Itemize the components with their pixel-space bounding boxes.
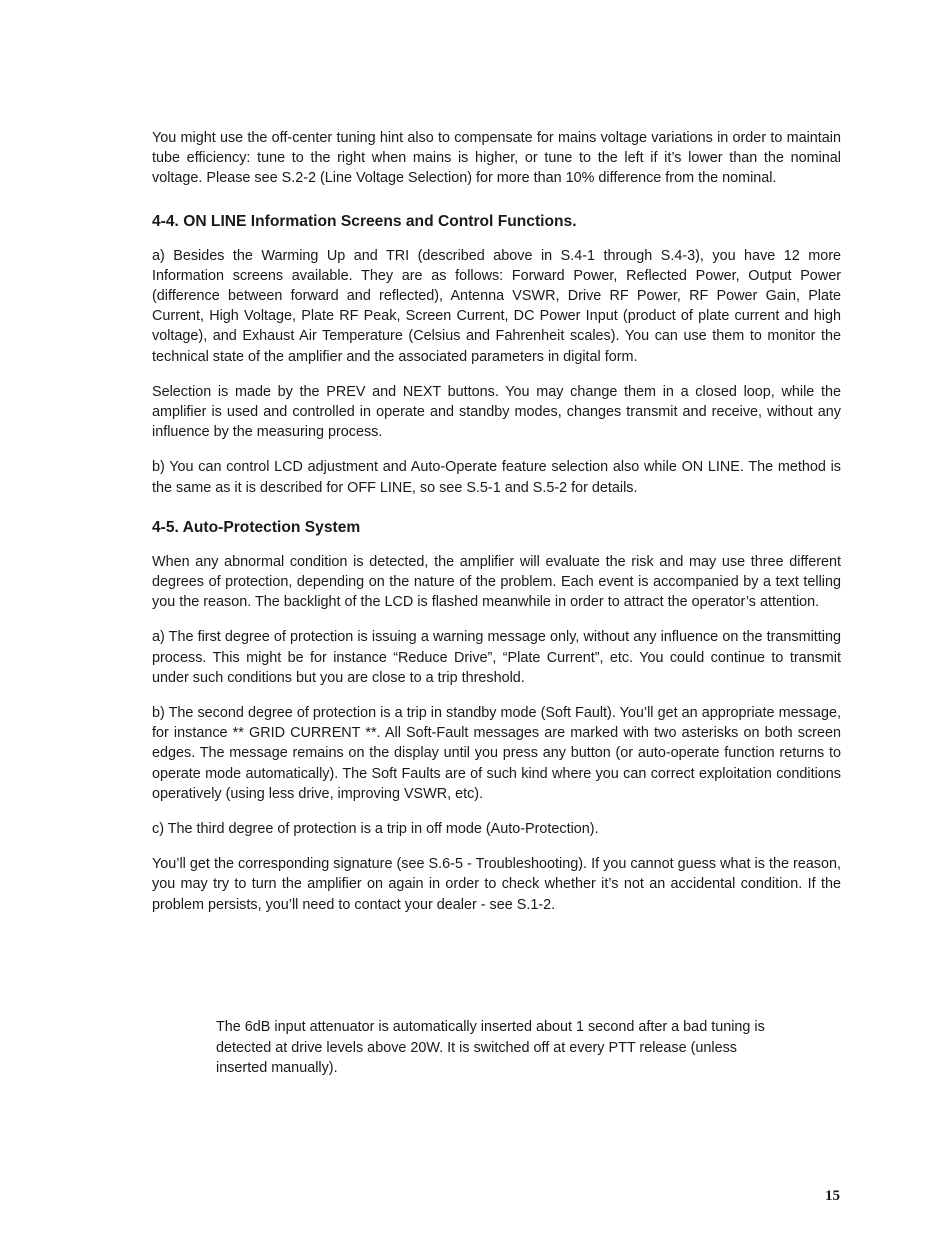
main-content bbox=[152, 128, 841, 915]
section-heading-4-4: 4-4. ON LINE Information Screens and Control Functions. bbox=[152, 212, 577, 230]
paragraph-4-5-a: a) The first degree of protection is issuing a warning message only, without any influence on the transmitting process. This might be for instance “Reduce Drive”, “Plate Current”, etc. You could continue to transmit under such conditions but you are close to a trip threshold. bbox=[152, 629, 841, 686]
paragraph-4-5-signature: You’ll get the corresponding signature (see S.6-5 - Troubleshooting). If you cannot guess what is the reason, you may try to turn the amplifier on again in order to check whether it’s not an accidental condition. If the problem persists, you’ll need to contact your dealer - see S.1-2. bbox=[152, 856, 841, 913]
paragraph-4-4-b: b) You can control LCD adjustment and Auto-Operate feature selection also while ON LINE. The method is the same as it is described for OFF LINE, so see S.5-1 and S.5-2 for details. bbox=[152, 459, 841, 496]
page-number: 15 bbox=[825, 1188, 840, 1204]
paragraph-4-5-intro: When any abnormal condition is detected, the amplifier will evaluate the risk and may use three different degrees of protection, depending on the nature of the problem. Each event is accompanied by a text telling you the reason. The backlight of the LCD is flashed meanwhile in order to attract the operator’s attention. bbox=[152, 553, 841, 611]
paragraph-4-5-c: c) The third degree of protection is a trip in off mode (Auto-Protection). bbox=[152, 821, 599, 838]
intro-paragraph: You might use the off-center tuning hint also to compensate for mains voltage variations in order to maintain tube efficiency: tune to the right when mains is higher, or tune to the left if it’s lower than the nominal voltage. Please see S.2-2 (Line Voltage Selection) for more than 10% difference from the nominal. bbox=[152, 130, 841, 187]
paragraph-4-4-a: a) Besides the Warming Up and TRI (described above in S.4-1 through S.4-3), you have 12 more Information screens available. They are as follows: Forward Power, Reflected Power, Output Power (difference between forward and reflected), Antenna VSWR, Drive RF Power, RF Power Gain, Plate Current, High Voltage, Plate RF Peak, Screen Current, DC Power Input (product of plate current and high voltage), and Exhaust Air Temperature (Celsius and Fahrenheit scales). You can use them to monitor the technical state of the amplifier and the associated parameters in digital form. bbox=[152, 247, 841, 365]
note-text: The 6dB input attenuator is automatically inserted about 1 second after a bad tuning is detected at drive levels above 20W. It is switched off at every PTT release (unless inserted manually). bbox=[216, 1019, 765, 1076]
paragraph-4-5-b: b) The second degree of protection is a trip in standby mode (Soft Fault). You’ll get an appropriate message, for instance ** GRID CURRENT **. All Soft-Fault messages are marked with two asterisks on both screen edges. The message remains on the display until you press any button (or auto-operate function returns to operate mode automatically). The Soft Faults are of such kind where you can correct exploitation conditions operatively (using less drive, improving VSWR, etc). bbox=[152, 705, 841, 802]
section-heading-4-5: 4-5. Auto-Protection System bbox=[152, 518, 361, 536]
note-block bbox=[216, 1017, 778, 1079]
paragraph-4-4-selection: Selection is made by the PREV and NEXT buttons. You may change them in a closed loop, while the amplifier is used and controlled in operate and standby modes, changes transmit and receive, without any influence by the measuring process. bbox=[152, 383, 841, 441]
